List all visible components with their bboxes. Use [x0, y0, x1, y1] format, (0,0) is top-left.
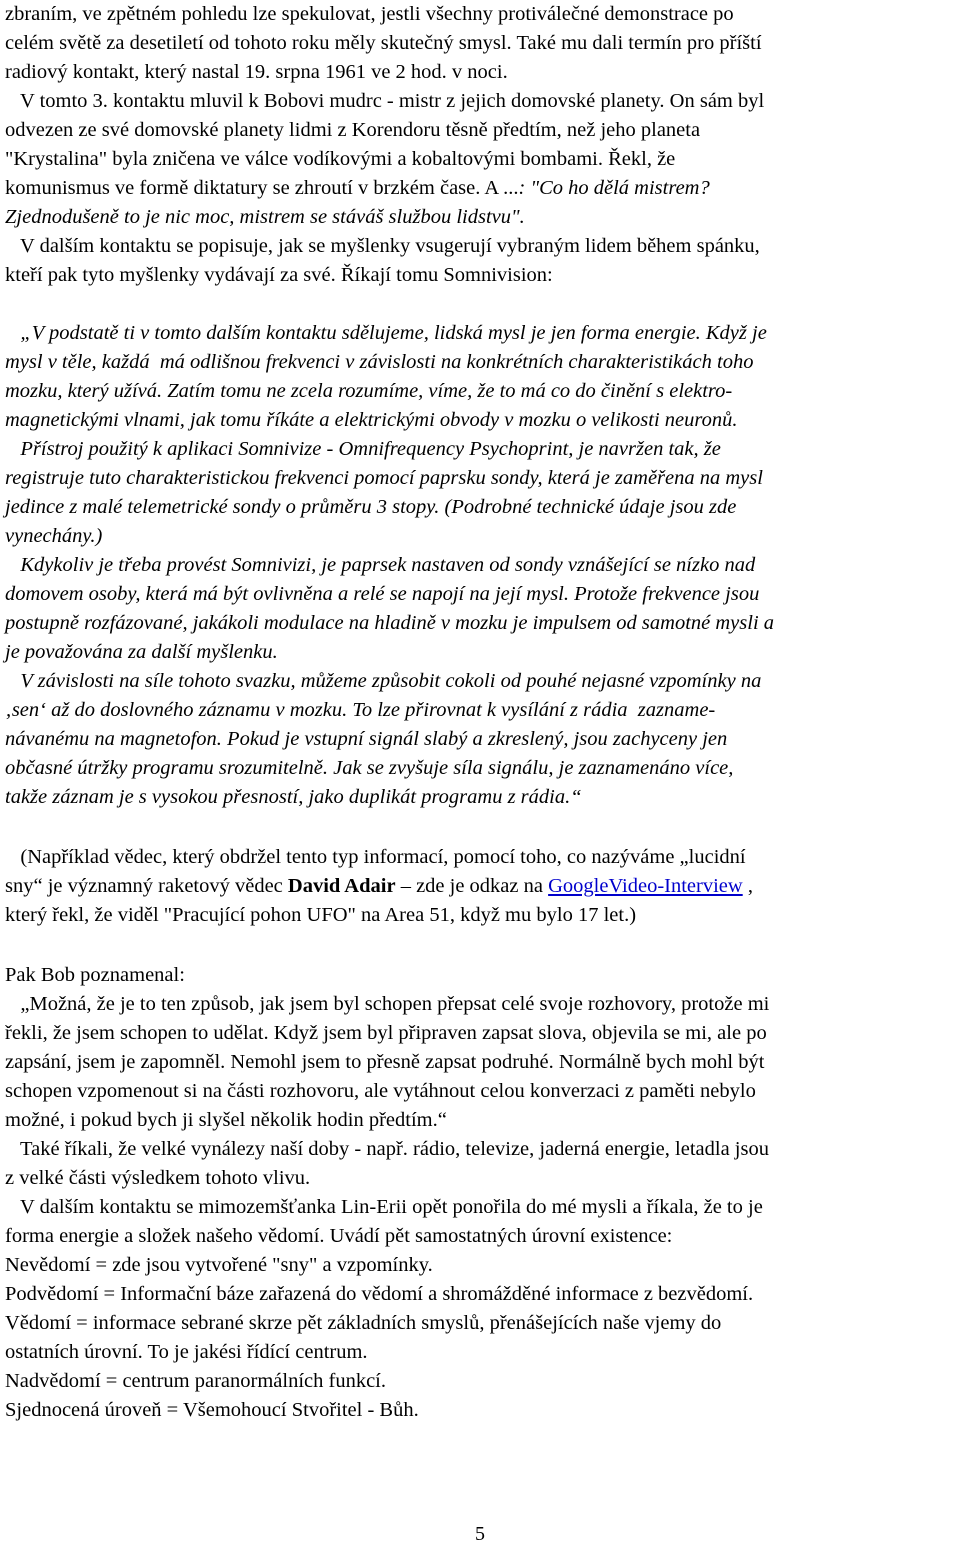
text-segment: , [742, 875, 753, 897]
text-line: z velké části výsledkem tohoto vlivu. [5, 1167, 311, 1189]
text-line: zapsání, jsem je zapomněl. Nemohl jsem to přesně zapsat podruhé. Normálně bych mohl být [5, 1051, 765, 1073]
text-line [5, 174, 957, 203]
quote-line: „V podstatě ti v tomto dalším kontaktu sdělujeme, lidská mysl je jen forma energie. Když je [5, 322, 767, 344]
quote-line: V závislosti na síle tohoto svazku, můžeme způsobit cokoli od pouhé nejasné vzpomínky na [5, 670, 762, 692]
person-name: David Adair [287, 875, 396, 897]
note-paragraph [5, 843, 957, 930]
quote-line: registruje tuto charakteristickou frekvenci pomocí paprsku sondy, která je zaměřena na mysl [5, 467, 763, 489]
text-line: V dalším kontaktu se popisuje, jak se myšlenky vsugerují vybraným lidem během spánku, [5, 235, 760, 257]
quote-line: jedince z malé telemetrické sondy o průměru 3 stopy. (Podrobné technické údaje jsou zde [5, 496, 737, 518]
quote-line: domovem osoby, která má být ovlivněna a relé se napojí na její mysl. Protože frekvence jsou [5, 583, 760, 605]
text-line: Pak Bob poznamenal: [5, 964, 185, 986]
text-line: Také říkali, že velké vynálezy naší doby - např. rádio, televize, jaderná energie, letadla jsou [5, 1138, 769, 1160]
text-line: Nadvědomí = centrum paranormálních funkcí. [5, 1370, 387, 1392]
quote-line: vynechány.) [5, 525, 103, 547]
spacer [5, 290, 957, 319]
text-line: celém světě za desetiletí od tohoto roku měly skutečný smysl. Také mu dali termín pro příští [5, 32, 762, 54]
text-line: odvezen ze své domovské planety lidmi z Korendoru těsně předtím, než jeho planeta [5, 119, 701, 141]
text-segment: komunismus ve formě diktatury se zhroutí v brzkém čase. A ... [5, 177, 519, 199]
quote-line: mozku, který užívá. Zatím tomu ne zcela rozumíme, víme, že to má co do činění s elektro- [5, 380, 733, 402]
document-page [5, 0, 957, 1425]
text-line: kteří pak tyto myšlenky vydávají za své. Říkají tomu Somnivision: [5, 264, 553, 286]
text-line: V tomto 3. kontaktu mluvil k Bobovi mudrc - mistr z jejich domovské planety. On sám byl [5, 90, 765, 112]
text-line: radiový kontakt, který nastal 19. srpna 1961 ve 2 hod. v noci. [5, 61, 508, 83]
paragraph-intro [5, 0, 957, 290]
text-line: "Krystalina" byla zničena ve válce vodíkovými a kobaltovými bombami. Řekl, že [5, 148, 676, 170]
text-line: řekli, že jsem schopen to udělat. Když jsem byl připraven zapsat slova, objevila se mi, ale po [5, 1022, 767, 1044]
quote-line: takže záznam je s vysokou přesností, jako duplikát programu z rádia.“ [5, 786, 582, 808]
quote-line: občasné útržky programu srozumitelně. Jak se zvyšuje síla signálu, je zaznamenáno více, [5, 757, 734, 779]
quote-line: ‚sen‘ až do doslovného záznamu v mozku. To lze přirovnat k vysílání z rádia zazname- [5, 699, 716, 721]
quote-line: je považována za další myšlenku. [5, 641, 278, 663]
page-number: 5 [475, 1523, 485, 1545]
text-line: (Například vědec, který obdržel tento typ informací, pomocí toho, co nazýváme „lucidní [5, 846, 746, 868]
paragraph-closing [5, 990, 957, 1425]
quote-line: Přístroj použitý k aplikaci Somnivize - Omnifrequency Psychoprint, je navržen tak, že [5, 438, 721, 460]
italic-segment: : "Co ho dělá mistrem? [518, 177, 710, 199]
text-line: který řekl, že viděl "Pracující pohon UFO" na Area 51, když mu bylo 17 let.) [5, 904, 637, 926]
quote-somnivision [5, 319, 957, 812]
googlevideo-interview-link[interactable]: GoogleVideo-Interview [548, 875, 743, 897]
text-line: zbraním, ve zpětném pohledu lze spekulovat, jestli všechny protiválečné demonstrace po [5, 3, 734, 25]
text-line: forma energie a složek našeho vědomí. Uvádí pět samostatných úrovní existence: [5, 1225, 673, 1247]
text-line [5, 872, 957, 901]
quote-line: Kdykoliv je třeba provést Somnivizi, je paprsek nastaven od sondy vznášející se nízko nad [5, 554, 756, 576]
quote-line: postupně rozfázované, jakákoli modulace na hladině v mozku je impulsem od samotné mysli a [5, 612, 775, 634]
text-segment: sny“ je významný raketový vědec [5, 875, 288, 897]
spacer [5, 930, 957, 961]
italic-line: Zjednodušeně to je nic moc, mistrem se stáváš službou lidstvu". [5, 206, 525, 228]
text-line: Nevědomí = zde jsou vytvořené "sny" a vzpomínky. [5, 1254, 433, 1276]
text-line: možné, i pokud bych ji slyšel několik hodin předtím.“ [5, 1109, 447, 1131]
text-line: ostatních úrovní. To je jakési řídící centrum. [5, 1341, 368, 1363]
text-line: V dalším kontaktu se mimozemšťanka Lin-Erii opět ponořila do mé mysli a říkala, že to je [5, 1196, 763, 1218]
text-line: Sjednocená úroveň = Všemohoucí Stvořitel - Bůh. [5, 1399, 419, 1421]
quote-line: magnetickými vlnami, jak tomu říkáte a elektrickými obvody v mozku o velikosti neuronů. [5, 409, 738, 431]
text-segment: – zde je odkaz na [395, 875, 549, 897]
quote-line: mysl v těle, každá má odlišnou frekvenci v závislosti na konkrétních charakteristikách toho [5, 351, 754, 373]
text-line: Vědomí = informace sebrané skrze pět základních smyslů, přenášejících naše vjemy do [5, 1312, 722, 1334]
quote-line: návanému na magnetofon. Pokud je vstupní signál slabý a zkreslený, jsou zachyceny jen [5, 728, 728, 750]
text-line: „Možná, že je to ten způsob, jak jsem byl schopen přepsat celé svoje rozhovory, protože mi [5, 993, 770, 1015]
spacer [5, 812, 957, 843]
text-line: schopen vzpomenout si na části rozhovoru, ale vytáhnout celou konverzaci z paměti nebylo [5, 1080, 756, 1102]
text-line: Podvědomí = Informační báze zařazená do vědomí a shromážděné informace z bezvědomí. [5, 1283, 754, 1305]
